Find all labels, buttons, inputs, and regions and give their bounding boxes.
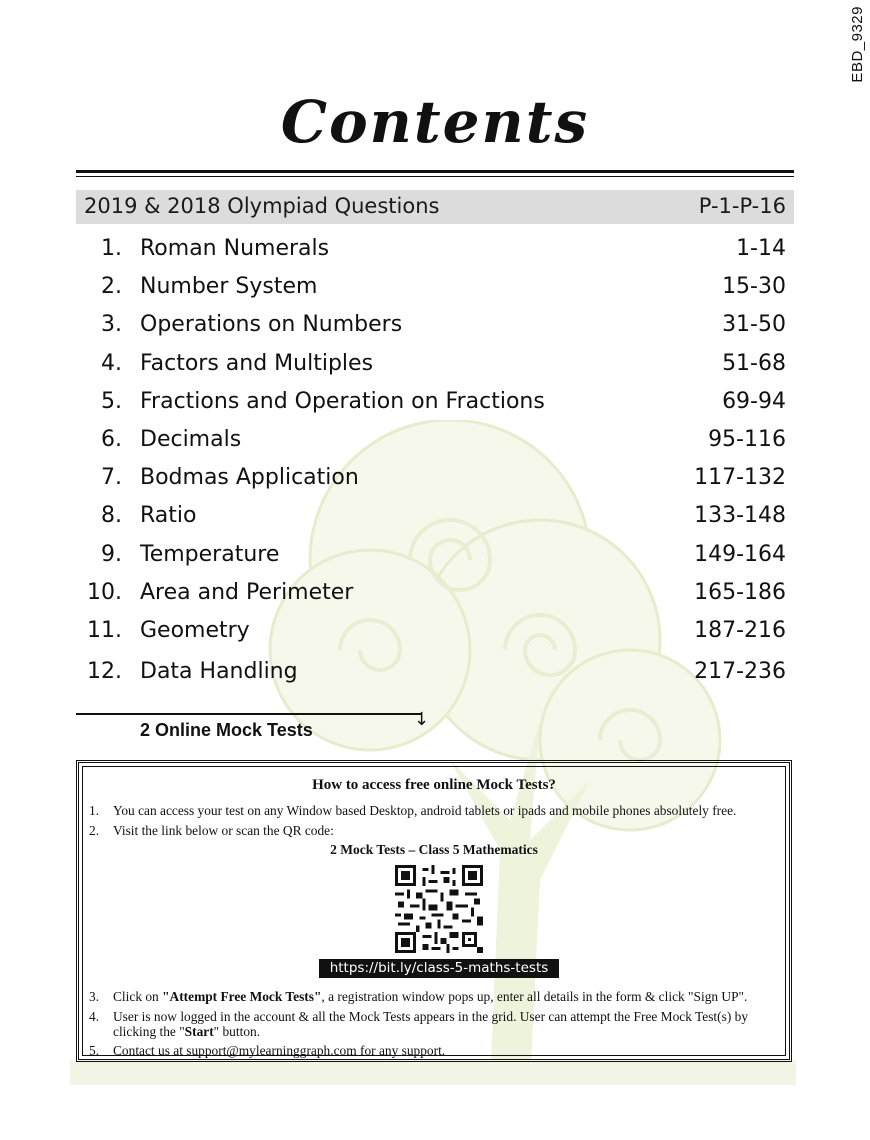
step-number: 3. — [89, 989, 100, 1004]
chapter-number: 8. — [101, 503, 122, 529]
step-number: 1. — [89, 803, 100, 818]
chapter-pages: 149-164 — [694, 541, 786, 567]
step-text: Visit the link below or scan the QR code: — [113, 823, 334, 838]
chapter-item[interactable] — [76, 308, 794, 346]
chapter-number: 4. — [101, 350, 122, 376]
mock-test-link[interactable]: https://bit.ly/class-5-maths-tests — [319, 959, 559, 978]
chapter-pages: 51-68 — [722, 350, 786, 376]
box-title: How to access free online Mock Tests? — [312, 777, 556, 793]
mock-test-box-inner — [82, 766, 786, 1056]
chapter-pages: 133-148 — [694, 503, 786, 529]
chapter-item[interactable] — [76, 385, 794, 423]
olympiad-section[interactable] — [76, 190, 794, 224]
chapter-item[interactable] — [76, 270, 794, 308]
mock-divider — [76, 713, 422, 715]
chapter-number: 7. — [101, 465, 122, 491]
page-title: Contents — [280, 88, 590, 156]
chapter-item[interactable] — [76, 538, 794, 576]
chapter-item[interactable] — [76, 423, 794, 461]
chapter-item[interactable] — [76, 655, 794, 695]
chapter-pages: 165-186 — [694, 579, 786, 605]
chapter-pages: 69-94 — [722, 388, 786, 414]
chapter-item[interactable] — [76, 461, 794, 499]
chapter-pages: 15-30 — [722, 274, 786, 300]
chapter-title: Bodmas Application — [140, 465, 359, 491]
chapter-number: 9. — [101, 541, 122, 567]
book-code: EBD_9329 — [849, 6, 866, 83]
olympiad-pages: P-1-P-16 — [698, 194, 786, 218]
chapter-title: Decimals — [140, 426, 242, 452]
title-rule-thick — [76, 170, 794, 173]
chapter-number: 3. — [101, 312, 122, 338]
step-number: 4. — [89, 1009, 100, 1024]
step-text — [113, 1009, 777, 1039]
olympiad-label: 2019 & 2018 Olympiad Questions — [84, 194, 440, 218]
chapter-pages: 31-50 — [722, 312, 786, 338]
chapter-title: Operations on Numbers — [140, 312, 403, 338]
step-number: 2. — [89, 823, 100, 838]
mock-test-box — [76, 760, 792, 1062]
mock-subtitle: 2 Mock Tests – Class 5 Mathematics — [330, 842, 538, 857]
chapter-number: 11. — [87, 617, 122, 643]
mock-heading: 2 Online Mock Tests — [140, 720, 313, 740]
attempt-button-label: "Attempt Free Mock Tests" — [162, 989, 322, 1004]
chapter-number: 12. — [87, 659, 122, 685]
title-rule-thin — [76, 176, 794, 177]
arrow-down-icon: ↓ — [414, 709, 430, 730]
chapter-number: 5. — [101, 388, 122, 414]
chapter-number: 2. — [101, 274, 122, 300]
chapter-pages: 1-14 — [736, 236, 786, 261]
chapter-number: 6. — [101, 426, 122, 452]
chapter-number: 1. — [101, 236, 122, 261]
chapter-title: Area and Perimeter — [140, 579, 354, 605]
step-text: You can access your test on any Window based Desktop, android tablets or ipads and mobile phones absolutely free. — [113, 803, 737, 818]
chapter-number: 10. — [87, 579, 122, 605]
chapter-item[interactable] — [76, 499, 794, 537]
chapter-title: Temperature — [140, 541, 280, 567]
chapter-title: Data Handling — [140, 659, 298, 685]
chapter-item[interactable] — [76, 614, 794, 652]
chapter-pages: 117-132 — [694, 465, 786, 491]
chapter-item[interactable] — [76, 576, 794, 614]
step-text: Contact us at support@mylearninggraph.com for any support. — [113, 1043, 446, 1058]
chapter-list — [76, 232, 794, 692]
chapter-title: Fractions and Operation on Fractions — [140, 388, 545, 414]
chapter-pages: 95-116 — [708, 426, 786, 452]
chapter-title: Number System — [140, 274, 318, 300]
step-text-part: Click on — [113, 989, 163, 1004]
chapter-title: Ratio — [140, 503, 197, 529]
chapter-item[interactable] — [76, 347, 794, 385]
chapter-title: Roman Numerals — [140, 236, 330, 261]
chapter-title: Factors and Multiples — [140, 350, 374, 376]
chapter-item[interactable] — [76, 232, 794, 270]
start-button-label: Start — [184, 1024, 214, 1039]
step-text-part: User is now logged in the account & all the Mock Tests appears in the grid. User can attempt the Free Mock Test(s) by clicking the " — [113, 1009, 749, 1039]
step-number: 5. — [89, 1043, 100, 1058]
chapter-title: Geometry — [140, 617, 250, 643]
step-text-part: " button. — [213, 1024, 261, 1039]
qr-code-icon[interactable] — [395, 865, 483, 953]
chapter-pages: 217-236 — [694, 659, 786, 685]
step-text — [113, 989, 777, 1004]
chapter-pages: 187-216 — [694, 617, 786, 643]
step-text-part: , a registration window pops up, enter all details in the form & click "Sign UP". — [321, 989, 748, 1004]
